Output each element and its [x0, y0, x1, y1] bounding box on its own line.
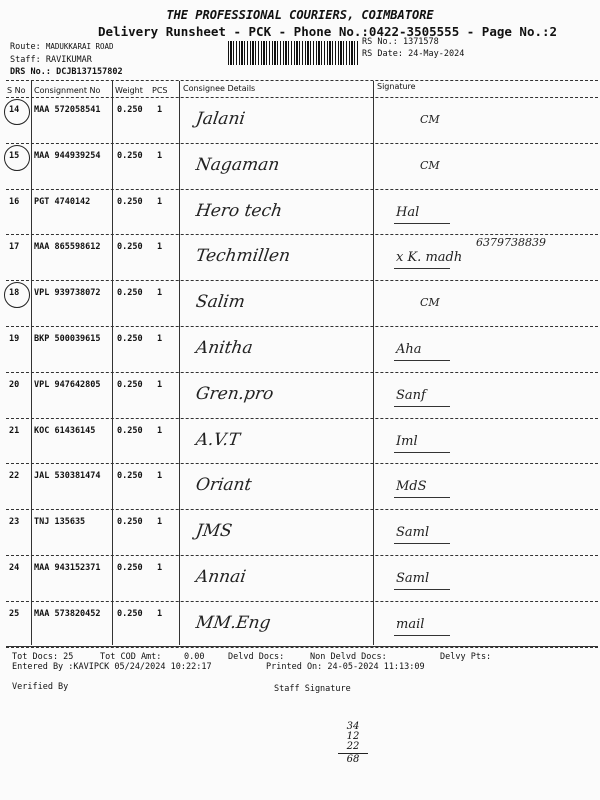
- row-consignee: Gren.pro: [194, 383, 275, 404]
- row-consignment: MAA 944939254: [34, 150, 101, 161]
- row-sno: 25: [9, 608, 20, 619]
- signature-text: MdS: [396, 479, 427, 495]
- row-consignment: JAL 530381474: [34, 471, 101, 482]
- row-weight: 0.250: [117, 471, 143, 482]
- rs-no-label: RS No.:: [362, 37, 398, 47]
- row-pcs: 1: [157, 471, 163, 482]
- signature-text: Aha: [396, 342, 422, 357]
- tot-cod-label: Tot COD Amt:: [100, 652, 162, 662]
- row-consignee: Hero tech: [194, 200, 284, 221]
- table-row: [0, 97, 600, 143]
- signature-mark: [390, 613, 590, 643]
- table-row: [0, 280, 600, 326]
- row-sno: 24: [9, 563, 20, 573]
- signature-text: CM: [420, 158, 440, 172]
- signature-note: 6379738839: [476, 236, 546, 250]
- row-sno: 15: [9, 150, 20, 161]
- row-pcs: 1: [157, 334, 163, 344]
- signature-mark: [390, 292, 590, 322]
- rs-date-label: RS Date:: [362, 49, 403, 59]
- table-row: [0, 463, 600, 509]
- row-consignee: Anitha: [194, 338, 254, 358]
- row-consignee: Annai: [194, 567, 248, 587]
- tot-docs: Tot Docs: 25: [12, 652, 74, 662]
- signature-mark: [390, 155, 590, 185]
- row-pcs: 1: [157, 379, 163, 390]
- tally-total: 68: [346, 754, 360, 765]
- signature-mark: [390, 521, 590, 551]
- signature-text: mail: [396, 616, 425, 632]
- entered-by: Entered By :KAVIPCK 05/24/2024 10:22:17: [12, 662, 212, 672]
- signature-underline: [394, 497, 450, 498]
- row-weight: 0.250: [117, 563, 143, 573]
- signature-text: x K. madh: [396, 250, 463, 266]
- printed-on: Printed On: 24-05-2024 11:13:09: [266, 662, 425, 672]
- row-consignee: JMS: [194, 521, 234, 542]
- company-title: THE PROFESSIONAL COURIERS, COIMBATORE: [166, 8, 434, 22]
- signature-text: Saml: [396, 571, 430, 586]
- tally-value: 12: [346, 731, 360, 742]
- signature-underline: [394, 406, 450, 407]
- row-pcs: 1: [157, 425, 163, 436]
- signature-mark: [390, 567, 590, 597]
- signature-mark: [390, 384, 590, 414]
- row-weight: 0.250: [117, 425, 143, 436]
- row-weight: 0.250: [117, 334, 143, 344]
- route-line: [10, 42, 114, 52]
- signature-underline: [394, 268, 450, 269]
- row-consignment: PGT 4740142: [34, 196, 91, 207]
- table-row: [0, 326, 600, 372]
- runsheet-title: Delivery Runsheet - PCK - Phone No.:0422-3505555 - Page No.:2: [98, 24, 558, 39]
- row-weight: 0.250: [117, 242, 143, 253]
- table-row: [0, 372, 600, 418]
- signature-text: CM: [420, 296, 440, 310]
- signature-mark: [390, 109, 590, 139]
- row-sno: 19: [9, 334, 20, 344]
- verified-by: Verified By: [12, 682, 69, 692]
- rs-date-line: [362, 49, 464, 59]
- row-pcs: 1: [157, 563, 163, 573]
- row-consignee: MM.Eng: [194, 612, 272, 633]
- signature-mark: [390, 430, 590, 460]
- row-sno: 22: [9, 471, 20, 482]
- signature-text: Hal: [396, 204, 420, 220]
- row-sno: 14: [9, 105, 20, 115]
- rs-no-line: [362, 37, 439, 47]
- table-row: [0, 143, 600, 189]
- rs-date-value: 24-May-2024: [408, 49, 465, 59]
- row-consignment: MAA 865598612: [34, 242, 101, 253]
- row-pcs: 1: [157, 196, 163, 207]
- row-consignee: A.V.T: [194, 429, 242, 450]
- row-consignee: Oriant: [194, 475, 253, 496]
- signature-text: Iml: [396, 433, 418, 449]
- row-consignment: BKP 500039615: [34, 334, 101, 344]
- col-sno: S No: [7, 86, 26, 95]
- route-value: MADUKKARAI ROAD: [45, 42, 114, 51]
- non-delvd-docs: Non Delvd Docs:: [310, 652, 387, 662]
- table-row: [0, 189, 600, 235]
- staff-label: Staff:: [10, 55, 41, 65]
- row-consignment: VPL 939738072: [34, 288, 101, 299]
- row-sno: 20: [9, 379, 20, 390]
- rs-no-value: 1371578: [402, 37, 439, 47]
- staff-signature-label: Staff Signature: [274, 684, 351, 694]
- handwritten-tally: [336, 722, 370, 765]
- row-pcs: 1: [157, 608, 163, 619]
- signature-text: Saml: [396, 525, 430, 541]
- row-consignment: MAA 572058541: [34, 105, 101, 115]
- table-row: [0, 234, 600, 280]
- row-sno: 17: [9, 242, 20, 253]
- row-pcs: 1: [157, 517, 163, 528]
- table-bottom-rule: [6, 646, 598, 647]
- route-label: Route:: [10, 42, 41, 52]
- signature-underline: [394, 360, 450, 361]
- row-weight: 0.250: [117, 150, 143, 161]
- row-weight: 0.250: [117, 608, 143, 619]
- tally-value: 34: [346, 721, 360, 732]
- signature-underline: [394, 635, 450, 636]
- row-pcs: 1: [157, 288, 163, 299]
- delvy-pts: Delvy Pts:: [440, 652, 492, 662]
- row-sno: 16: [9, 196, 20, 207]
- row-weight: 0.250: [117, 517, 143, 528]
- drs-label: DRS No.:: [10, 67, 51, 77]
- row-pcs: 1: [157, 242, 163, 253]
- row-consignment: VPL 947642805: [34, 379, 101, 390]
- signature-mark: [390, 338, 590, 368]
- col-pcs: PCS: [152, 86, 168, 95]
- row-consignment: KOC 61436145: [34, 425, 96, 436]
- row-sno: 21: [9, 425, 20, 436]
- col-weight: Weight: [115, 86, 143, 95]
- table-row: [0, 555, 600, 601]
- row-sno: 23: [9, 517, 20, 528]
- col-signature: Signature: [377, 82, 416, 91]
- staff-line: [10, 55, 92, 65]
- row-pcs: 1: [157, 150, 163, 161]
- table-row: [0, 509, 600, 555]
- drs-line: [10, 67, 123, 77]
- table-top-rule: [6, 80, 598, 81]
- row-weight: 0.250: [117, 196, 143, 207]
- tally-value: 22: [346, 741, 360, 752]
- row-consignee: Techmillen: [194, 246, 292, 267]
- row-consignee: Jalani: [194, 109, 247, 129]
- signature-underline: [394, 452, 450, 453]
- row-consignment: MAA 943152371: [34, 563, 101, 573]
- signature-mark: [390, 201, 590, 231]
- row-pcs: 1: [157, 105, 163, 115]
- signature-underline: [394, 589, 450, 590]
- barcode: [228, 41, 358, 65]
- signature-text: Sanf: [396, 387, 426, 403]
- staff-value: RAVIKUMAR: [45, 55, 92, 65]
- signature-underline: [394, 223, 450, 224]
- table-row: [0, 418, 600, 464]
- row-consignee: Salim: [194, 292, 247, 313]
- signature-text: CM: [420, 113, 440, 126]
- col-consignment: Consignment No: [34, 86, 101, 95]
- row-consignee: Nagaman: [194, 154, 281, 175]
- table-row: [0, 601, 600, 647]
- delvd-docs: Delvd Docs:: [228, 652, 285, 662]
- row-consignment: MAA 573820452: [34, 608, 101, 619]
- signature-underline: [394, 543, 450, 544]
- row-weight: 0.250: [117, 105, 143, 115]
- row-sno: 18: [9, 288, 20, 299]
- drs-value: DCJB137157802: [56, 67, 123, 77]
- col-consignee: Consignee Details: [183, 84, 256, 93]
- tot-cod-value: 0.00: [184, 652, 205, 662]
- row-consignment: TNJ 135635: [34, 517, 86, 528]
- signature-mark: [390, 236, 590, 276]
- row-weight: 0.250: [117, 288, 143, 299]
- row-weight: 0.250: [117, 379, 143, 390]
- signature-mark: [390, 475, 590, 505]
